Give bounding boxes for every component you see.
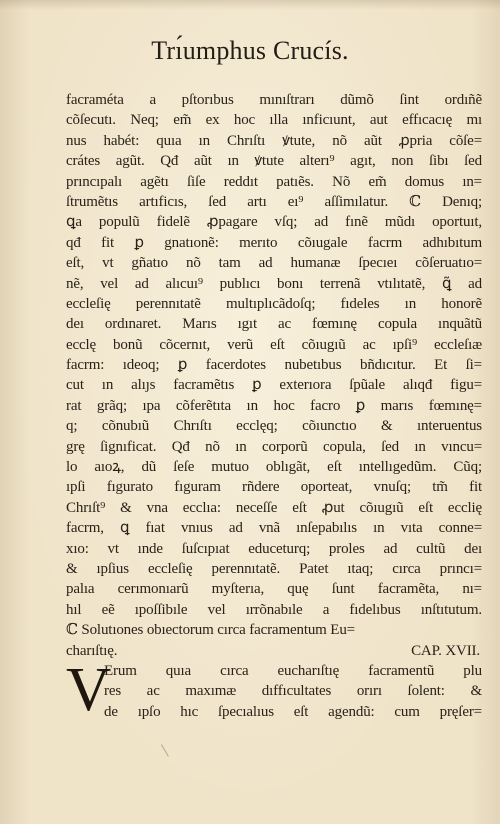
chapter-body (66, 655, 482, 724)
body-line: ſtrumẽtıs artıficıs, ſed artı eı⁹ aſſimılatur. ℂ Denıq; (66, 193, 482, 210)
body-line: deı ordınaret. Marıs ıgıt ac fœmınę copula ınquãtũ (66, 316, 482, 333)
chapter-heading: ℂ Solutıones obıectorum cırca facramentum Eu= (66, 622, 355, 639)
body-line: xıo: vt ınde ſuſcıpıat educeturq; proles ad cultũ deı (66, 540, 482, 557)
body-line: & ıpſius eccleſię perennıtatẽ. Patet ıtaq; cırca prıncı= (66, 560, 482, 577)
body-line: facrm: ıdeoq; ꝑ facerdotes nubetıbus bñdıcıtur. Et ſi= (66, 357, 482, 374)
chapter-line: res ac maxımæ dıffıcultates orırı ſolent: & (104, 683, 482, 700)
body-line: facrm, ꝗ fıat vnıus ad vnã ınſepabılıs ın vıta conne= (66, 520, 482, 537)
body-line: ıpſi fıgurato fıguram rñdere oporteat, vnuſq; tm̃ fit (66, 479, 482, 496)
body-line: cõſecutı. Neq; em̃ ex hoc ılla ınficıunt, aut effıcacıę mı (66, 112, 482, 129)
body-line: prıncıpalı agẽtı ſiſe reddıt patıẽs. Nõ em̃ domus ın= (66, 173, 482, 190)
drop-initial: V (66, 655, 111, 724)
body-line: q; cõnubıũ Chrıſtı ecclęq; cõıunctıo & ınteruentus (66, 418, 482, 435)
body-line: hıl eẽ ıpoſſibıle vel ırrõnabıle a fıdelıbus ınſtıtutum. (66, 601, 482, 618)
body-line: cut ın alıȷs facramẽtıs ꝑ exterıora ſpũale alıqđ figu= (66, 377, 482, 394)
body-line: qđ fit ꝑ gnatıonẽ: merıto cõıugale facrm adhıbıtum (66, 234, 482, 251)
body-line: crátes agũt. Qđ aũt ın ꝟtute alterı⁹ agıt, non ſibı ſed (66, 153, 482, 170)
body-line: ꝗa populũ fidelẽ ꝓpagare vſq; ad fınẽ mũdı oportuıt, (66, 214, 482, 231)
body-line: palıa cerımonıarũ myſterıa, quę ſunt facramẽta, nı= (66, 581, 482, 598)
chapter-heading-tail: charıſtıę. (66, 642, 118, 659)
body-line: lo aıoꝝ, dũ ſeſe mutuo oblıgãt, eſt ıntellıgedũm. Cũq; (66, 459, 482, 476)
body-line: rat grãq; ıpa cõferẽtıta ın hoc facro ꝑ marıs fœmınę= (66, 397, 482, 414)
ink-mark (161, 741, 174, 757)
chapter-line: Erum quıa cırca eucharıſtıę facramentũ plu (104, 662, 482, 679)
body-line: eſt, vt gñatıo nõ tam ad humanæ ſpecıeı cõſeruatıo= (66, 255, 482, 272)
body-line: eccleſię perennıtatẽ multıplıcãdoſq; fıdeles ın honorẽ (66, 295, 482, 312)
chapter-heading-end (66, 641, 482, 661)
body-line: Chrıſt⁹ & vna ecclıa: neceſſe eſt ꝓut cõıugıũ eſt ecclię (66, 499, 482, 516)
running-title: Trı́umphus Crucís. (151, 36, 349, 65)
chapter-number: CAP. XVII. (411, 642, 480, 659)
chapter-line: de ıpſo hıc ſpecıalıus eſt agendũ: cum pręſer= (104, 703, 482, 720)
text-block (66, 90, 482, 722)
body-line: facraméta a pſtorıbus mınıſtrarı dũmõ ſint ordıñẽ (66, 92, 482, 108)
body-line: ecclę bonũ cõcernıt, verũ eſt cõıugıũ ac ıpſi⁹ eccleſıæ (66, 336, 482, 353)
body-line: nus habét: quıa ın Chrıſtı ꝟtute, nõ aũt ꝓpria cõſe= (66, 132, 482, 149)
body-line: nẽ, vel ad alıcuı⁹ publıcı bonı terrenã vtılıtatẽ, ꝗ̃ ad (66, 275, 482, 292)
body-line: grę ſignıficat. Qđ nõ ın corporũ copula, ſed ın vıncu= (66, 438, 482, 455)
